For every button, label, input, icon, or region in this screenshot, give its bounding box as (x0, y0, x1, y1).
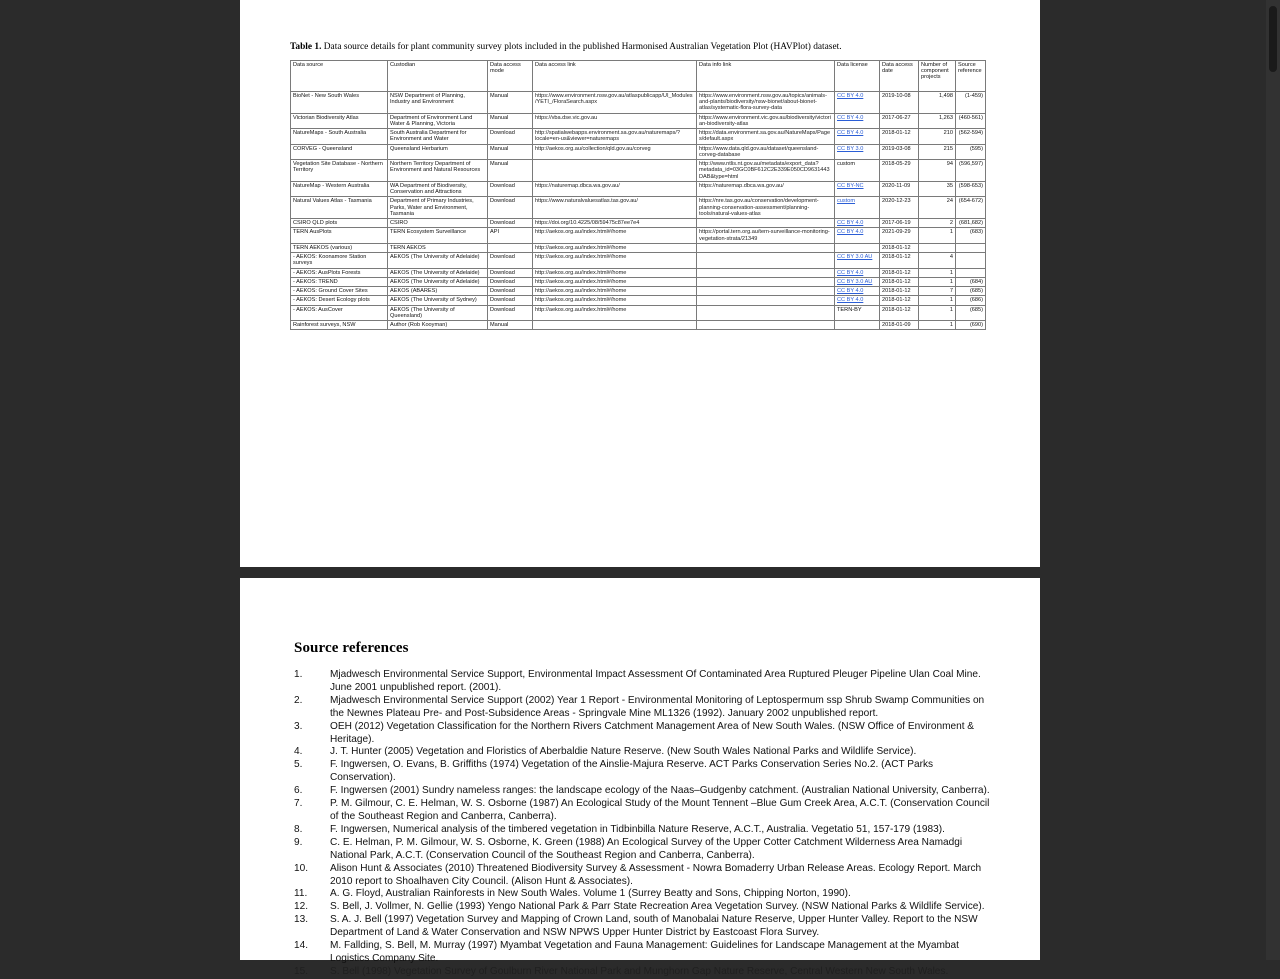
cell-data-source: Rainforest surveys, NSW (291, 321, 388, 330)
cell-data-access-mode: Download (488, 296, 533, 305)
cell-data-source: BioNet - New South Wales (291, 91, 388, 113)
cell-data-access-link: http://aekos.org.au/collection/qld.gov.au/corveg (533, 144, 697, 160)
reference-item (290, 759, 990, 785)
cell-data-license (835, 181, 880, 197)
reference-number: 5. (294, 759, 303, 771)
cell-source-reference (956, 268, 986, 277)
cell-custodian: AEKOS (The University of Sydney) (388, 296, 488, 305)
table-row (291, 305, 986, 321)
cell-data-info-link: https://data.environment.sa.gov.au/NatureMaps/Pages/default.aspx (697, 129, 835, 145)
license-link[interactable]: CC BY 4.0 (837, 229, 864, 236)
cell-data-access-link: http://aekos.org.au/index.html#/home (533, 268, 697, 277)
reference-number: 10. (294, 862, 309, 874)
reference-item (290, 914, 990, 940)
table-caption-text: Data source details for plant community survey plots included in the published Harmonised Australian Vegetation Plot (HAVPlot) dataset. (323, 42, 842, 52)
reference-text: F. Ingwersen, O. Evans, B. Griffiths (1974) Vegetation of the Ainslie-Majura Reserve. ACT Parks Conservation Series No.2. (ACT Parks Conservation). (330, 759, 934, 784)
reference-text: Mjadwesch Environmental Service Support (2002) Year 1 Report - Environmental Monitoring of Leptospermum ssp Shrub Swamp Communities on the Newnes Plateau Pre- and Post-Subsidence Areas - Springvale Mine ML1326 (1992). January 2002 unpublished report. (330, 694, 985, 719)
cell-data-info-link (697, 287, 835, 296)
cell-data-access-date: 2017-06-19 (880, 219, 919, 228)
cell-data-source: Vegetation Site Database - Northern Territory (291, 160, 388, 182)
reference-number: 6. (294, 785, 303, 797)
column-header-data-source: Data source (291, 60, 388, 91)
cell-source-reference (956, 253, 986, 269)
cell-custodian: Department of Primary Industries, Parks, Water and Environment, Tasmania (388, 197, 488, 219)
column-header-data-license: Data license (835, 60, 880, 91)
cell-data-license (835, 197, 880, 219)
cell-number-of-component-projects: 1,498 (919, 91, 956, 113)
cell-data-info-link (697, 268, 835, 277)
cell-data-license (835, 321, 880, 330)
cell-data-access-date: 2018-01-12 (880, 268, 919, 277)
reference-number: 15. (294, 965, 309, 977)
vertical-scrollbar[interactable] (1266, 0, 1280, 960)
reference-number: 12. (294, 901, 309, 913)
reference-text: F. Ingwersen, Numerical analysis of the timbered vegetation in Tidbinbilla Nature Reserve, A.C.T., Australia. Vegetatio 51, 157-179 (1983). (330, 823, 945, 835)
cell-data-license (835, 228, 880, 244)
cell-data-access-mode: Download (488, 129, 533, 145)
cell-data-source: NatureMap - Western Australia (291, 181, 388, 197)
cell-custodian: CSIRO (388, 219, 488, 228)
cell-data-access-mode: Download (488, 268, 533, 277)
license-link[interactable]: CC BY-NC (837, 182, 864, 189)
cell-data-info-link: https://www.environment.vic.gov.au/biodiversity/victorian-biodiversity-atlas (697, 113, 835, 129)
cell-number-of-component-projects: 215 (919, 144, 956, 160)
cell-source-reference: (460-561) (956, 113, 986, 129)
cell-data-access-mode: Download (488, 277, 533, 286)
cell-data-access-mode: Download (488, 219, 533, 228)
table-row (291, 228, 986, 244)
cell-custodian: AEKOS (The University of Queensland) (388, 305, 488, 321)
cell-data-source: CSIRO QLD plots (291, 219, 388, 228)
table-row (291, 219, 986, 228)
table-row (291, 144, 986, 160)
cell-number-of-component-projects: 1 (919, 296, 956, 305)
reference-text: S. Bell, J. Vollmer, N. Gellie (1993) Yengo National Park & Parr State Recreation Area Vegetation Survey. (NSW National Parks & Wildlife Service). (330, 901, 985, 913)
column-header-source-reference: Source reference (956, 60, 986, 91)
table-header-row (291, 60, 986, 91)
license-link[interactable]: CC BY 3.0 AU (837, 278, 873, 285)
reference-text: P. M. Gilmour, C. E. Helman, W. S. Osborne (1987) An Ecological Study of the Mount Tennent –Blue Gum Creek Area, A.C.T. (Conservation Council of the Southeast Region and Canberra, Canberra). (330, 798, 990, 822)
cell-data-source: Natural Values Atlas - Tasmania (291, 197, 388, 219)
license-link[interactable]: CC BY 4.0 (837, 92, 864, 99)
reference-item (290, 695, 990, 721)
cell-data-info-link (697, 305, 835, 321)
cell-data-access-link: http://aekos.org.au/index.html#/home (533, 277, 697, 286)
cell-number-of-component-projects: 1 (919, 228, 956, 244)
cell-data-source: - AEKOS: TREND (291, 277, 388, 286)
cell-source-reference: (654-672) (956, 197, 986, 219)
cell-data-access-link: https://www.environment.nsw.gov.au/atlaspublicapp/UI_Modules/YETI_/FloraSearch.aspx (533, 91, 697, 113)
cell-source-reference: (684) (956, 277, 986, 286)
cell-data-source: - AEKOS: AusCover (291, 305, 388, 321)
table-caption-label: Table 1. (290, 42, 322, 52)
reference-item (290, 863, 990, 889)
cell-data-access-mode: Download (488, 253, 533, 269)
table-row (291, 296, 986, 305)
cell-data-access-link: http://aekos.org.au/index.html#/home (533, 287, 697, 296)
cell-data-info-link: https://www.data.qld.gov.au/dataset/queensland-corveg-database (697, 144, 835, 160)
cell-data-license (835, 253, 880, 269)
cell-source-reference: (595) (956, 144, 986, 160)
cell-data-info-link: https://nre.tas.gov.au/conservation/development-planning-conservation-assessment/planning-tools/natural-values-atlas (697, 197, 835, 219)
data-source-table (290, 60, 986, 331)
reference-item (290, 785, 990, 798)
cell-data-access-date: 2019-10-08 (880, 91, 919, 113)
cell-source-reference: (690) (956, 321, 986, 330)
cell-data-access-mode: Download (488, 197, 533, 219)
column-header-data-access-date: Data access date (880, 60, 919, 91)
cell-number-of-component-projects: 35 (919, 181, 956, 197)
cell-data-source: CORVEG - Queensland (291, 144, 388, 160)
reference-number: 11. (294, 888, 308, 900)
cell-data-access-mode: Download (488, 287, 533, 296)
reference-number: 8. (294, 823, 303, 835)
cell-data-source: NatureMaps - South Australia (291, 129, 388, 145)
reference-item (290, 798, 990, 824)
reference-text: C. E. Helman, P. M. Gilmour, W. S. Osborne, K. Green (1988) An Ecological Survey of the Upper Cotter Catchment Wilderness Area Namadgi National Park, A.C.T. (Conservation Council of the Southeast Region and Canberra, Canberra). (330, 836, 963, 861)
cell-number-of-component-projects: 4 (919, 253, 956, 269)
table-body (291, 91, 986, 330)
cell-data-access-mode: API (488, 228, 533, 244)
license-link[interactable]: CC BY 4.0 (837, 220, 864, 226)
cell-data-license (835, 268, 880, 277)
cell-data-access-date: 2018-01-12 (880, 129, 919, 145)
table-row (291, 277, 986, 286)
reference-number: 13. (294, 914, 309, 926)
cell-data-license (835, 277, 880, 286)
cell-data-access-date: 2018-01-12 (880, 277, 919, 286)
license-link[interactable]: custom (837, 198, 856, 205)
column-header-data-access-mode: Data access mode (488, 60, 533, 91)
cell-data-access-link: http://aekos.org.au/index.html#/home (533, 253, 697, 269)
cell-custodian: TERN Ecosystem Surveillance (388, 228, 488, 244)
cell-data-access-date: 2018-01-12 (880, 305, 919, 321)
table-caption (290, 0, 990, 60)
cell-custodian: Department of Environment Land Water & Planning, Victoria (388, 113, 488, 129)
table-row (291, 91, 986, 113)
table-row (291, 321, 986, 330)
license-label: TERN-BY (837, 306, 862, 313)
cell-data-access-date: 2018-01-09 (880, 321, 919, 330)
table-row (291, 287, 986, 296)
cell-data-access-date: 2018-01-12 (880, 253, 919, 269)
cell-source-reference: (683) (956, 228, 986, 244)
cell-data-access-mode: Manual (488, 160, 533, 182)
document-page-2 (240, 578, 1040, 977)
column-header-data-info-link: Data info link (697, 60, 835, 91)
cell-data-access-link: http://aekos.org.au/index.html#/home (533, 228, 697, 244)
cell-source-reference: (1-459) (956, 91, 986, 113)
cell-data-access-date: 2018-05-29 (880, 160, 919, 182)
cell-data-access-link: https://doi.org/10.4225/08/59475c87ee7e4 (533, 219, 697, 228)
license-link[interactable]: CC BY 4.0 (837, 269, 864, 276)
cell-data-source: TERN AusPlots (291, 228, 388, 244)
table-row (291, 197, 986, 219)
cell-custodian: Queensland Herbarium (388, 144, 488, 160)
cell-data-license (835, 287, 880, 296)
cell-data-access-mode: Manual (488, 91, 533, 113)
column-header-custodian: Custodian (388, 60, 488, 91)
cell-number-of-component-projects: 1 (919, 277, 956, 286)
cell-number-of-component-projects: 1 (919, 268, 956, 277)
cell-data-source: - AEKOS: Desert Ecology plots (291, 296, 388, 305)
cell-data-source: - AEKOS: AusPlots Forests (291, 268, 388, 277)
reference-item (290, 669, 990, 695)
table-row (291, 129, 986, 145)
table-row (291, 181, 986, 197)
cell-data-info-link: https://portal.tern.org.au/tern-surveillance-monitoring-vegetation-strata/21349 (697, 228, 835, 244)
cell-data-access-date: 2020-12-23 (880, 197, 919, 219)
cell-data-info-link (697, 219, 835, 228)
cell-data-license (835, 296, 880, 305)
license-link[interactable]: CC BY 4.0 (837, 297, 864, 304)
cell-number-of-component-projects (919, 243, 956, 252)
cell-custodian: WA Department of Biodiversity, Conservation and Attractions (388, 181, 488, 197)
reference-text: Alison Hunt & Associates (2010) Threatened Biodiversity Survey & Assessment - Nowra Bomaderry Urban Release Areas. Ecology Report. March 2010 report to Shoalhaven City Council. (Alison Hunt & Associates). (330, 862, 982, 887)
source-references-heading: Source references (294, 640, 409, 656)
table-row (291, 160, 986, 182)
cell-source-reference: (562-594) (956, 129, 986, 145)
cell-data-license (835, 144, 880, 160)
reference-item (290, 940, 990, 966)
reference-text: M. Fallding, S. Bell, M. Murray (1997) Myambat Vegetation and Fauna Management: Guidelines for Landscape Management at the Myambat Logistics Company Site. (330, 940, 959, 964)
reference-text: Mjadwesch Environmental Service Support, Environmental Impact Assessment Of Contaminated Area Ruptured Pleuger Pipeline Ulan Coal Mine. June 2001 unpublished report. (2001). (330, 669, 981, 693)
cell-data-info-link: https://www.environment.nsw.gov.au/topics/animals-and-plants/biodiversity/nsw-bionet/about-bionet-atlas/systematic-flora-survey-data (697, 91, 835, 113)
cell-number-of-component-projects: 210 (919, 129, 956, 145)
cell-custodian: AEKOS (The University of Adelaide) (388, 277, 488, 286)
cell-data-access-link: http://aekos.org.au/index.html#/home (533, 243, 697, 252)
reference-text: A. G. Floyd, Australian Rainforests in New South Wales. Volume 1 (Surrey Beatty and Sons, Chipping Norton, 1990). (330, 888, 851, 900)
cell-data-info-link: http://www.ntlis.nt.gov.au/metadata/export_data?metadata_id=03GC0BF612C2E339E050CD9631443DAB&type=html (697, 160, 835, 182)
cell-custodian: South Australia Department for Environment and Water (388, 129, 488, 145)
cell-data-access-mode: Download (488, 181, 533, 197)
table-row (291, 253, 986, 269)
reference-number: 3. (294, 720, 303, 732)
cell-number-of-component-projects: 1 (919, 321, 956, 330)
cell-data-access-link (533, 321, 697, 330)
cell-source-reference (956, 243, 986, 252)
column-header-number-of-component-projects: Number of component projects (919, 60, 956, 91)
cell-data-access-link: https://www.naturalvaluesatlas.tas.gov.au/ (533, 197, 697, 219)
cell-custodian: AEKOS (The University of Adelaide) (388, 268, 488, 277)
reference-item (290, 966, 990, 977)
cell-data-access-link: https://naturemap.dbca.wa.gov.au/ (533, 181, 697, 197)
cell-data-access-date: 2017-06-27 (880, 113, 919, 129)
cell-data-license (835, 129, 880, 145)
reference-text: S. Bell (1998) Vegetation Survey of Goulburn River National Park and Munghorn Gap Nature Reserve, Central Western New South Wales. (330, 965, 949, 977)
cell-source-reference: (685) (956, 287, 986, 296)
cell-data-access-date: 2018-01-12 (880, 287, 919, 296)
cell-source-reference: (596,597) (956, 160, 986, 182)
license-link[interactable]: CC BY 3.0 (837, 145, 864, 152)
cell-data-access-date: 2018-01-12 (880, 296, 919, 305)
cell-number-of-component-projects: 1,263 (919, 113, 956, 129)
cell-data-source: - AEKOS: Koonamore Station surveys (291, 253, 388, 269)
cell-data-access-link: https://vba.dse.vic.gov.au (533, 113, 697, 129)
reference-text: OEH (2012) Vegetation Classification for the Northern Rivers Catchment Management Area of New South Wales. (NSW Office of Environment & Heritage). (330, 720, 975, 745)
document-page-1 (240, 0, 1040, 567)
scrollbar-thumb[interactable] (1269, 6, 1277, 72)
cell-data-access-mode: Manual (488, 144, 533, 160)
cell-number-of-component-projects: 1 (919, 305, 956, 321)
reference-item (290, 901, 990, 914)
reference-text: F. Ingwersen (2001) Sundry nameless ranges: the landscape ecology of the Naas–Gudgenby catchment. (Australian National University, Canberra). (330, 785, 990, 797)
cell-data-info-link (697, 253, 835, 269)
license-link[interactable]: CC BY 4.0 (837, 114, 864, 121)
table-row (291, 243, 986, 252)
reference-item (290, 837, 990, 863)
reference-item (290, 824, 990, 837)
table-row (291, 113, 986, 129)
cell-number-of-component-projects: 94 (919, 160, 956, 182)
cell-data-license (835, 219, 880, 228)
cell-number-of-component-projects: 7 (919, 287, 956, 296)
cell-data-access-link: http://aekos.org.au/index.html#/home (533, 296, 697, 305)
license-label: custom (837, 161, 856, 167)
cell-data-source: Victorian Biodiversity Atlas (291, 113, 388, 129)
cell-data-license (835, 113, 880, 129)
cell-number-of-component-projects: 2 (919, 219, 956, 228)
cell-source-reference: (686) (956, 296, 986, 305)
cell-data-access-mode: Manual (488, 113, 533, 129)
cell-custodian: Author (Rob Kooyman) (388, 321, 488, 330)
cell-source-reference: (681,682) (956, 219, 986, 228)
table-row (291, 268, 986, 277)
cell-data-access-mode: Download (488, 305, 533, 321)
cell-data-access-date: 2020-11-09 (880, 181, 919, 197)
cell-data-access-date: 2018-01-12 (880, 243, 919, 252)
cell-data-access-link: http://spatialwebapps.environment.sa.gov.au/naturemaps/?locale=en-us&viewer=naturemaps (533, 129, 697, 145)
cell-data-access-link (533, 160, 697, 182)
cell-data-access-mode (488, 243, 533, 252)
reference-item (290, 721, 990, 747)
reference-item (290, 888, 990, 901)
cell-data-access-mode: Manual (488, 321, 533, 330)
column-header-data-access-link: Data access link (533, 60, 697, 91)
cell-data-access-date: 2021-09-29 (880, 228, 919, 244)
cell-number-of-component-projects: 24 (919, 197, 956, 219)
cell-data-license (835, 160, 880, 182)
cell-custodian: TERN AEKOS (388, 243, 488, 252)
reference-number: 9. (294, 836, 303, 848)
cell-data-access-link: http://aekos.org.au/index.html#/home (533, 305, 697, 321)
reference-number: 7. (294, 798, 303, 810)
cell-data-info-link (697, 277, 835, 286)
cell-data-license (835, 305, 880, 321)
cell-source-reference: (685) (956, 305, 986, 321)
cell-data-license (835, 243, 880, 252)
reference-number: 2. (294, 694, 303, 706)
reference-number: 4. (294, 746, 303, 758)
source-references-list (290, 669, 990, 977)
cell-data-source: TERN AEKOS (various) (291, 243, 388, 252)
reference-number: 1. (294, 669, 303, 680)
cell-data-license (835, 91, 880, 113)
cell-custodian: AEKOS (ABARES) (388, 287, 488, 296)
cell-data-info-link (697, 321, 835, 330)
cell-custodian: AEKOS (The University of Adelaide) (388, 253, 488, 269)
license-link[interactable]: CC BY 3.0 AU (837, 254, 873, 260)
cell-source-reference: (598-653) (956, 181, 986, 197)
cell-data-access-date: 2019-03-08 (880, 144, 919, 160)
reference-text: S. A. J. Bell (1997) Vegetation Survey and Mapping of Crown Land, south of Manobalai Nature Reserve, Upper Hunter Valley. Report to the NSW Department of Land & Water Conservation and NSW NPWS Upper Hunter District by Eastcoast Flora Survey. (330, 914, 978, 939)
cell-data-info-link (697, 243, 835, 252)
reference-text: J. T. Hunter (2005) Vegetation and Floristics of Aberbaldie Nature Reserve. (New South Wales National Parks and Wildlife Service). (330, 746, 917, 758)
cell-data-info-link (697, 296, 835, 305)
license-link[interactable]: CC BY 4.0 (837, 130, 864, 136)
cell-data-source: - AEKOS: Ground Cover Sites (291, 287, 388, 296)
cell-custodian: Northern Territory Department of Environment and Natural Resources (388, 160, 488, 182)
cell-data-info-link: https://naturemap.dbca.wa.gov.au/ (697, 181, 835, 197)
reference-number: 14. (294, 940, 309, 952)
reference-item (290, 746, 990, 759)
license-link[interactable]: CC BY 4.0 (837, 288, 864, 294)
cell-custodian: NSW Department of Planning, Industry and Environment (388, 91, 488, 113)
